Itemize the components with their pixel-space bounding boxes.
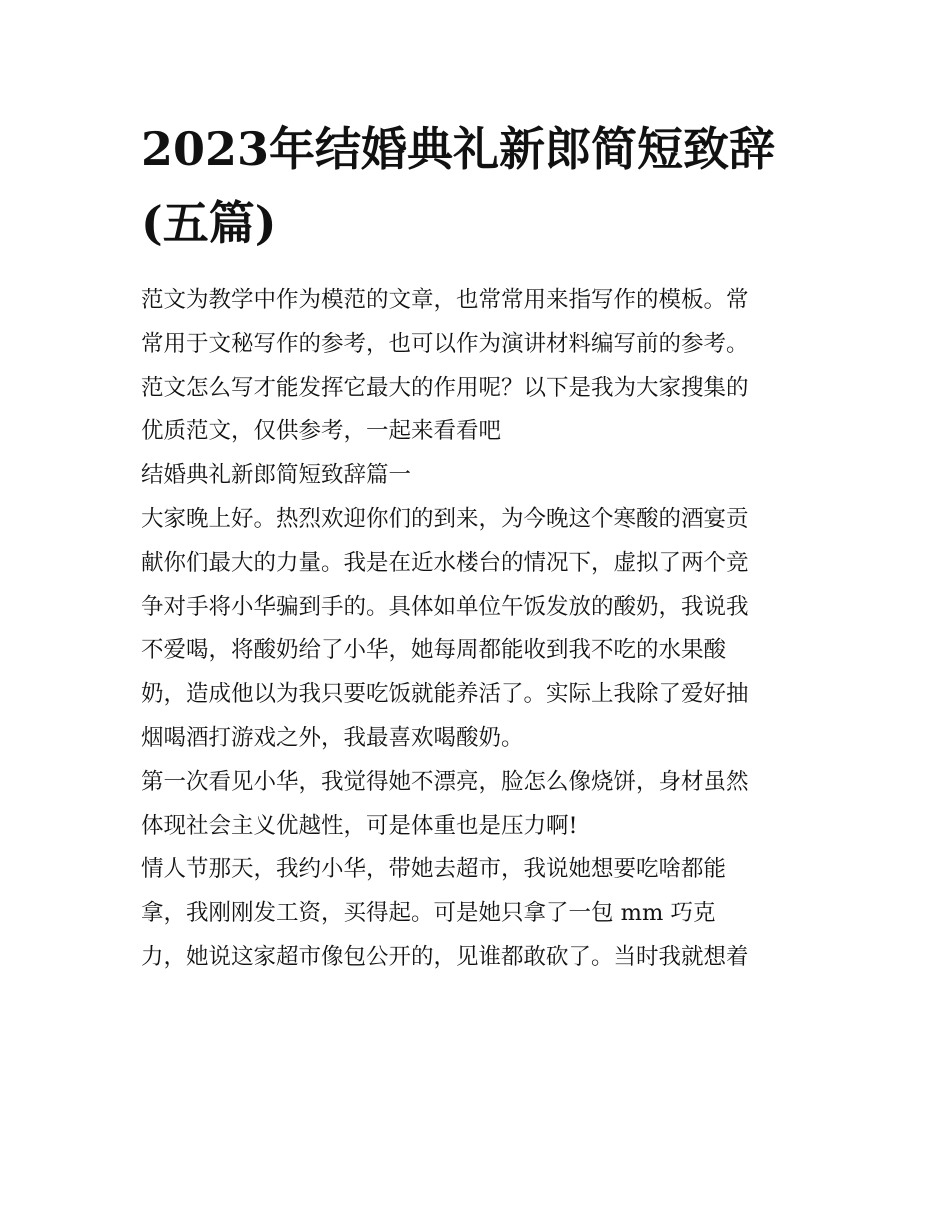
body-line: 常用于文秘写作的参考，也可以作为演讲材料编写前的参考。	[141, 330, 749, 357]
body-line: 拿，我刚刚发工资，买得起。可是她只拿了一包 mm 巧克	[141, 900, 716, 927]
body-line: 力，她说这家超市像包公开的，见谁都敢砍了。当时我就想着	[141, 943, 749, 970]
body-line: 奶，造成他以为我只要吃饭就能养活了。实际上我除了爱好抽	[141, 681, 749, 708]
body-line: 情人节那天，我约小华，带她去超市，我说她想要吃啥都能	[141, 856, 727, 883]
body-line: 第一次看见小华，我觉得她不漂亮，脸怎么像烧饼，身材虽然	[141, 768, 749, 795]
body-line: 争对手将小华骗到手的。具体如单位午饭发放的酸奶，我说我	[141, 593, 749, 620]
section-heading: 结婚典礼新郎简短致辞篇一	[141, 462, 412, 489]
body-line: 大家晚上好。热烈欢迎你们的到来，为今晚这个寒酸的酒宴贡	[141, 505, 749, 532]
body-line: 范文怎么写才能发挥它最大的作用呢？以下是我为大家搜集的	[141, 374, 749, 401]
document-title	[141, 112, 831, 260]
body-line: 献你们最大的力量。我是在近水楼台的情况下，虚拟了两个竞	[141, 549, 749, 576]
body-line: 不爱喝，将酸奶给了小华，她每周都能收到我不吃的水果酸	[141, 637, 727, 664]
document-body	[141, 279, 831, 980]
body-line: 烟喝酒打游戏之外，我最喜欢喝酸奶。	[141, 724, 524, 751]
title-line-1: 2023年结婚典礼新郎简短致辞	[141, 122, 776, 176]
body-line: 优质范文，仅供参考，一起来看看吧	[141, 418, 502, 445]
body-line: 体现社会主义优越性，可是体重也是压力啊!	[141, 812, 578, 839]
title-line-2: (五篇)	[141, 196, 277, 250]
body-line: 范文为教学中作为模范的文章，也常常用来指写作的模板。常	[141, 287, 749, 313]
